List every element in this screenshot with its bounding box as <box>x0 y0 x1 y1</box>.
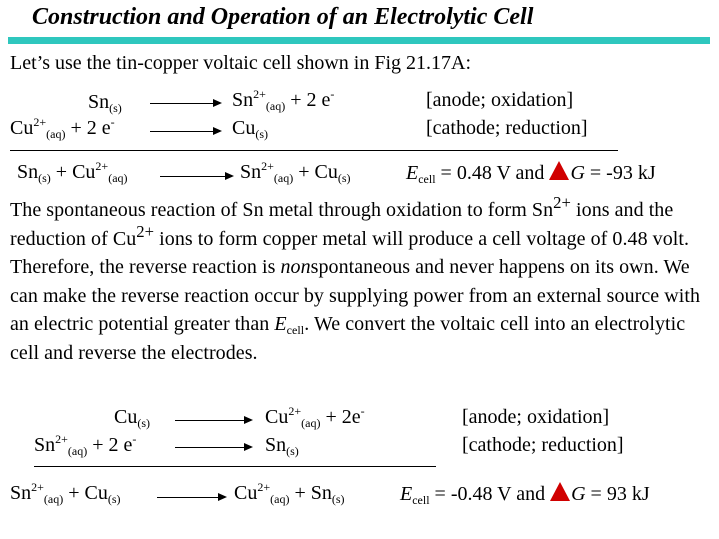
delta-triangle-icon <box>550 482 570 501</box>
voltaic-cathode-product: $Cu_{(s)}$ <box>232 117 269 141</box>
slide-title: Construction and Operation of an Electrolytic Cell <box>32 4 534 30</box>
electrolytic-overall-products: $Cu^{2+}_{(aq)} + Sn_{(s)}$ <box>234 480 345 506</box>
electrolytic-anode-note: [anode; oxidation] <box>462 406 610 428</box>
electrolytic-overall-arrow <box>157 497 225 498</box>
explanation-paragraph: The spontaneous reaction of Sn metal through oxidation to form $Sn^{2+}$ ions and the reduction of $Cu^{2+}$ ions to form copper metal will produce a cell voltage of 0.48 volt. Therefore, the reverse reaction is nonspontaneous and never happens on its own. We can make the reverse reaction occur by supplying power from an external source with an electric potential greater than $E_{cell}$. We convert the voltaic cell into an electrolytic cell and reverse the electrodes. <box>10 193 700 364</box>
title-underline-bar <box>8 37 710 44</box>
voltaic-cathode-reactant: $Cu^{2+}_{(aq)} + 2$ e- <box>10 115 115 141</box>
voltaic-anode-product: $Sn^{2+}_{(aq)} + 2$ e- <box>232 87 335 113</box>
electrolytic-overall-reactants: $Sn^{2+}_{(aq)} + Cu_{(s)}$ <box>10 480 121 506</box>
voltaic-sum-rule <box>10 150 618 151</box>
voltaic-anode-reactant: $Sn_{(s)}$ <box>88 91 122 115</box>
voltaic-overall-products: $Sn^{2+}_{(aq)} + Cu_{(s)}$ <box>240 159 351 185</box>
voltaic-ecell-value: $E_{cell} = 0.48$ V and G = -93 kJ <box>406 162 656 186</box>
voltaic-cathode-arrow <box>150 131 220 132</box>
electrolytic-anode-product: $Cu^{2+}_{(aq)} + 2e^-$ <box>265 404 365 430</box>
voltaic-overall-reactants: $Sn_{(s)} + Cu^{2+}_{(aq)}$ <box>17 159 128 185</box>
voltaic-anode-arrow <box>150 103 220 104</box>
voltaic-overall-arrow <box>160 176 232 177</box>
intro-text: Let’s use the tin-copper voltaic cell shown in Fig 21.17A: <box>10 52 472 74</box>
electrolytic-cathode-note: [cathode; reduction] <box>462 434 624 456</box>
electrolytic-anode-reactant: $Cu_{(s)}$ <box>114 406 151 430</box>
voltaic-anode-note: [anode; oxidation] <box>426 89 574 111</box>
electrolytic-cathode-reactant: $Sn^{2+}_{(aq)} + 2$ e- <box>34 432 137 458</box>
delta-triangle-icon <box>549 161 569 180</box>
electrolytic-anode-arrow <box>175 420 251 421</box>
electrolytic-cathode-product: $Sn_{(s)}$ <box>265 434 299 458</box>
electrolytic-cathode-arrow <box>175 447 251 448</box>
voltaic-cathode-note: [cathode; reduction] <box>426 117 588 139</box>
electrolytic-ecell-value: $E_{cell} = -0.48$ V and G = 93 kJ <box>400 483 650 507</box>
electrolytic-sum-rule <box>34 466 436 467</box>
